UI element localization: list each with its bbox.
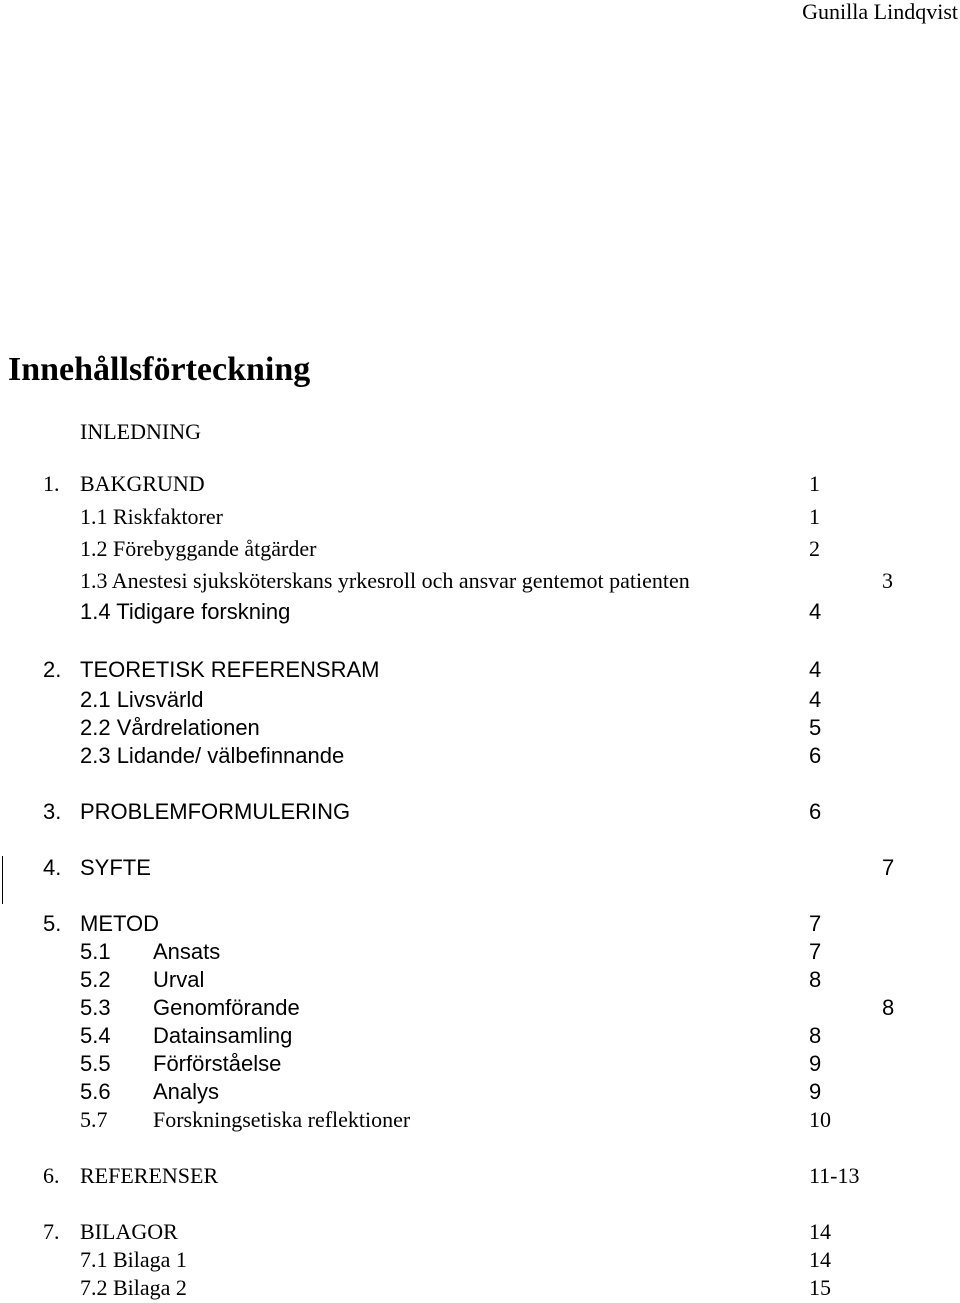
toc-entry-number: 6. [43,1163,60,1188]
toc-entry-label: 2.1 Livsvärld [80,687,204,712]
toc-entry-page: 4 [809,599,822,624]
toc-entry-2 [0,659,960,685]
toc-entry-label: REFERENSER [80,1163,219,1188]
toc-entry-5-6 [0,1081,960,1107]
toc-entry-label: Genomförande [153,995,300,1020]
toc-entry-number: 3. [43,799,62,824]
toc-entry-1 [0,473,960,499]
toc-entry-page: 7 [882,855,895,880]
toc-entry-label: PROBLEMFORMULERING [80,799,351,824]
toc-entry-label: BAKGRUND [80,471,205,496]
toc-entry-page: 8 [809,967,822,992]
toc-entry-number: 5.1 [80,939,111,964]
toc-entry-page: 9 [809,1079,822,1104]
toc-entry-number: 5.5 [80,1051,111,1076]
toc-entry-1-3 [0,570,960,596]
toc-entry-number: 5.2 [80,967,111,992]
toc-entry-label: METOD [80,911,160,936]
toc-entry-5-5 [0,1053,960,1079]
toc-entry-7-1 [0,1249,960,1275]
toc-entry-page: 1 [809,471,820,496]
toc-entry-label: Forskningsetiska reflektioner [153,1107,411,1132]
toc-entry-label: BILAGOR [80,1219,178,1244]
toc-entry-page: 2 [809,536,820,561]
toc-entry-6 [0,1165,960,1191]
toc-entry-label: 7.2 Bilaga 2 [80,1275,187,1300]
toc-entry-page: 9 [809,1051,822,1076]
toc-entry-1-1 [0,506,960,532]
toc-entry-label: SYFTE [80,855,151,880]
toc-entry-7 [0,1221,960,1247]
toc-entry-number: 1. [43,471,60,496]
toc-entry-2-2 [0,717,960,743]
toc-entry-page: 15 [809,1275,831,1300]
toc-entry-page: 14 [809,1247,831,1272]
toc-entry-page: 6 [809,743,822,768]
toc-entry-number: 2. [43,657,62,682]
toc-entry-label: 1.4 Tidigare forskning [80,599,291,624]
toc-entry-label: Analys [153,1079,220,1104]
toc-entry-page: 1 [809,504,820,529]
toc-entry-page: 4 [809,657,822,682]
toc-title: Innehållsförteckning [8,351,311,388]
toc-entry-page: 14 [809,1219,831,1244]
toc-entry-3 [0,801,960,827]
toc-entry-label: 7.1 Bilaga 1 [80,1247,187,1272]
toc-entry-label: INLEDNING [80,419,201,444]
toc-entry-label: 2.3 Lidande/ välbefinnande [80,743,345,768]
toc-entry-label: Urval [153,967,205,992]
toc-entry-4 [0,857,960,883]
toc-entry-5-4 [0,1025,960,1051]
toc-entry-number: 7. [43,1219,60,1244]
toc-entry-inledning [0,421,960,447]
toc-entry-1-2 [0,538,960,564]
toc-entry-5-1 [0,941,960,967]
toc-entry-page: 8 [809,1023,822,1048]
toc-entry-number: 5.4 [80,1023,111,1048]
toc-entry-label: 1.2 Förebyggande åtgärder [80,536,317,561]
toc-entry-label: Ansats [153,939,221,964]
toc-entry-page: 10 [809,1107,831,1132]
toc-entry-page: 3 [882,568,893,593]
toc-entry-page: 4 [809,687,822,712]
toc-entry-5-2 [0,969,960,995]
toc-entry-page: 7 [809,911,822,936]
toc-entry-2-1 [0,689,960,715]
toc-entry-number: 4. [43,855,62,880]
toc-entry-number: 5. [43,911,62,936]
toc-entry-5-3 [0,997,960,1023]
toc-entry-7-2 [0,1277,960,1303]
toc-entry-label: TEORETISK REFERENSRAM [80,657,380,682]
toc-entry-number: 5.7 [80,1107,108,1132]
toc-entry-2-3 [0,745,960,771]
toc-entry-page: 6 [809,799,822,824]
toc-entry-label: 1.3 Anestesi sjuksköterskans yrkesroll och ansvar gentemot patienten [80,568,690,593]
toc-entry-label: Förförståelse [153,1051,282,1076]
toc-entry-page: 8 [882,995,895,1020]
toc-entry-label: 1.1 Riskfaktorer [80,504,223,529]
toc-entry-number: 5.6 [80,1079,111,1104]
toc-entry-page: 7 [809,939,822,964]
toc-entry-1-4 [0,601,960,627]
toc-entry-number: 5.3 [80,995,111,1020]
toc-entry-label: Datainsamling [153,1023,293,1048]
toc-entry-page: 11-13 [809,1163,860,1188]
page-header-author: Gunilla Lindqvist [802,0,958,24]
toc-entry-5 [0,913,960,939]
toc-entry-5-7 [0,1109,960,1135]
toc-entry-label: 2.2 Vårdrelationen [80,715,260,740]
toc-entry-page: 5 [809,715,822,740]
